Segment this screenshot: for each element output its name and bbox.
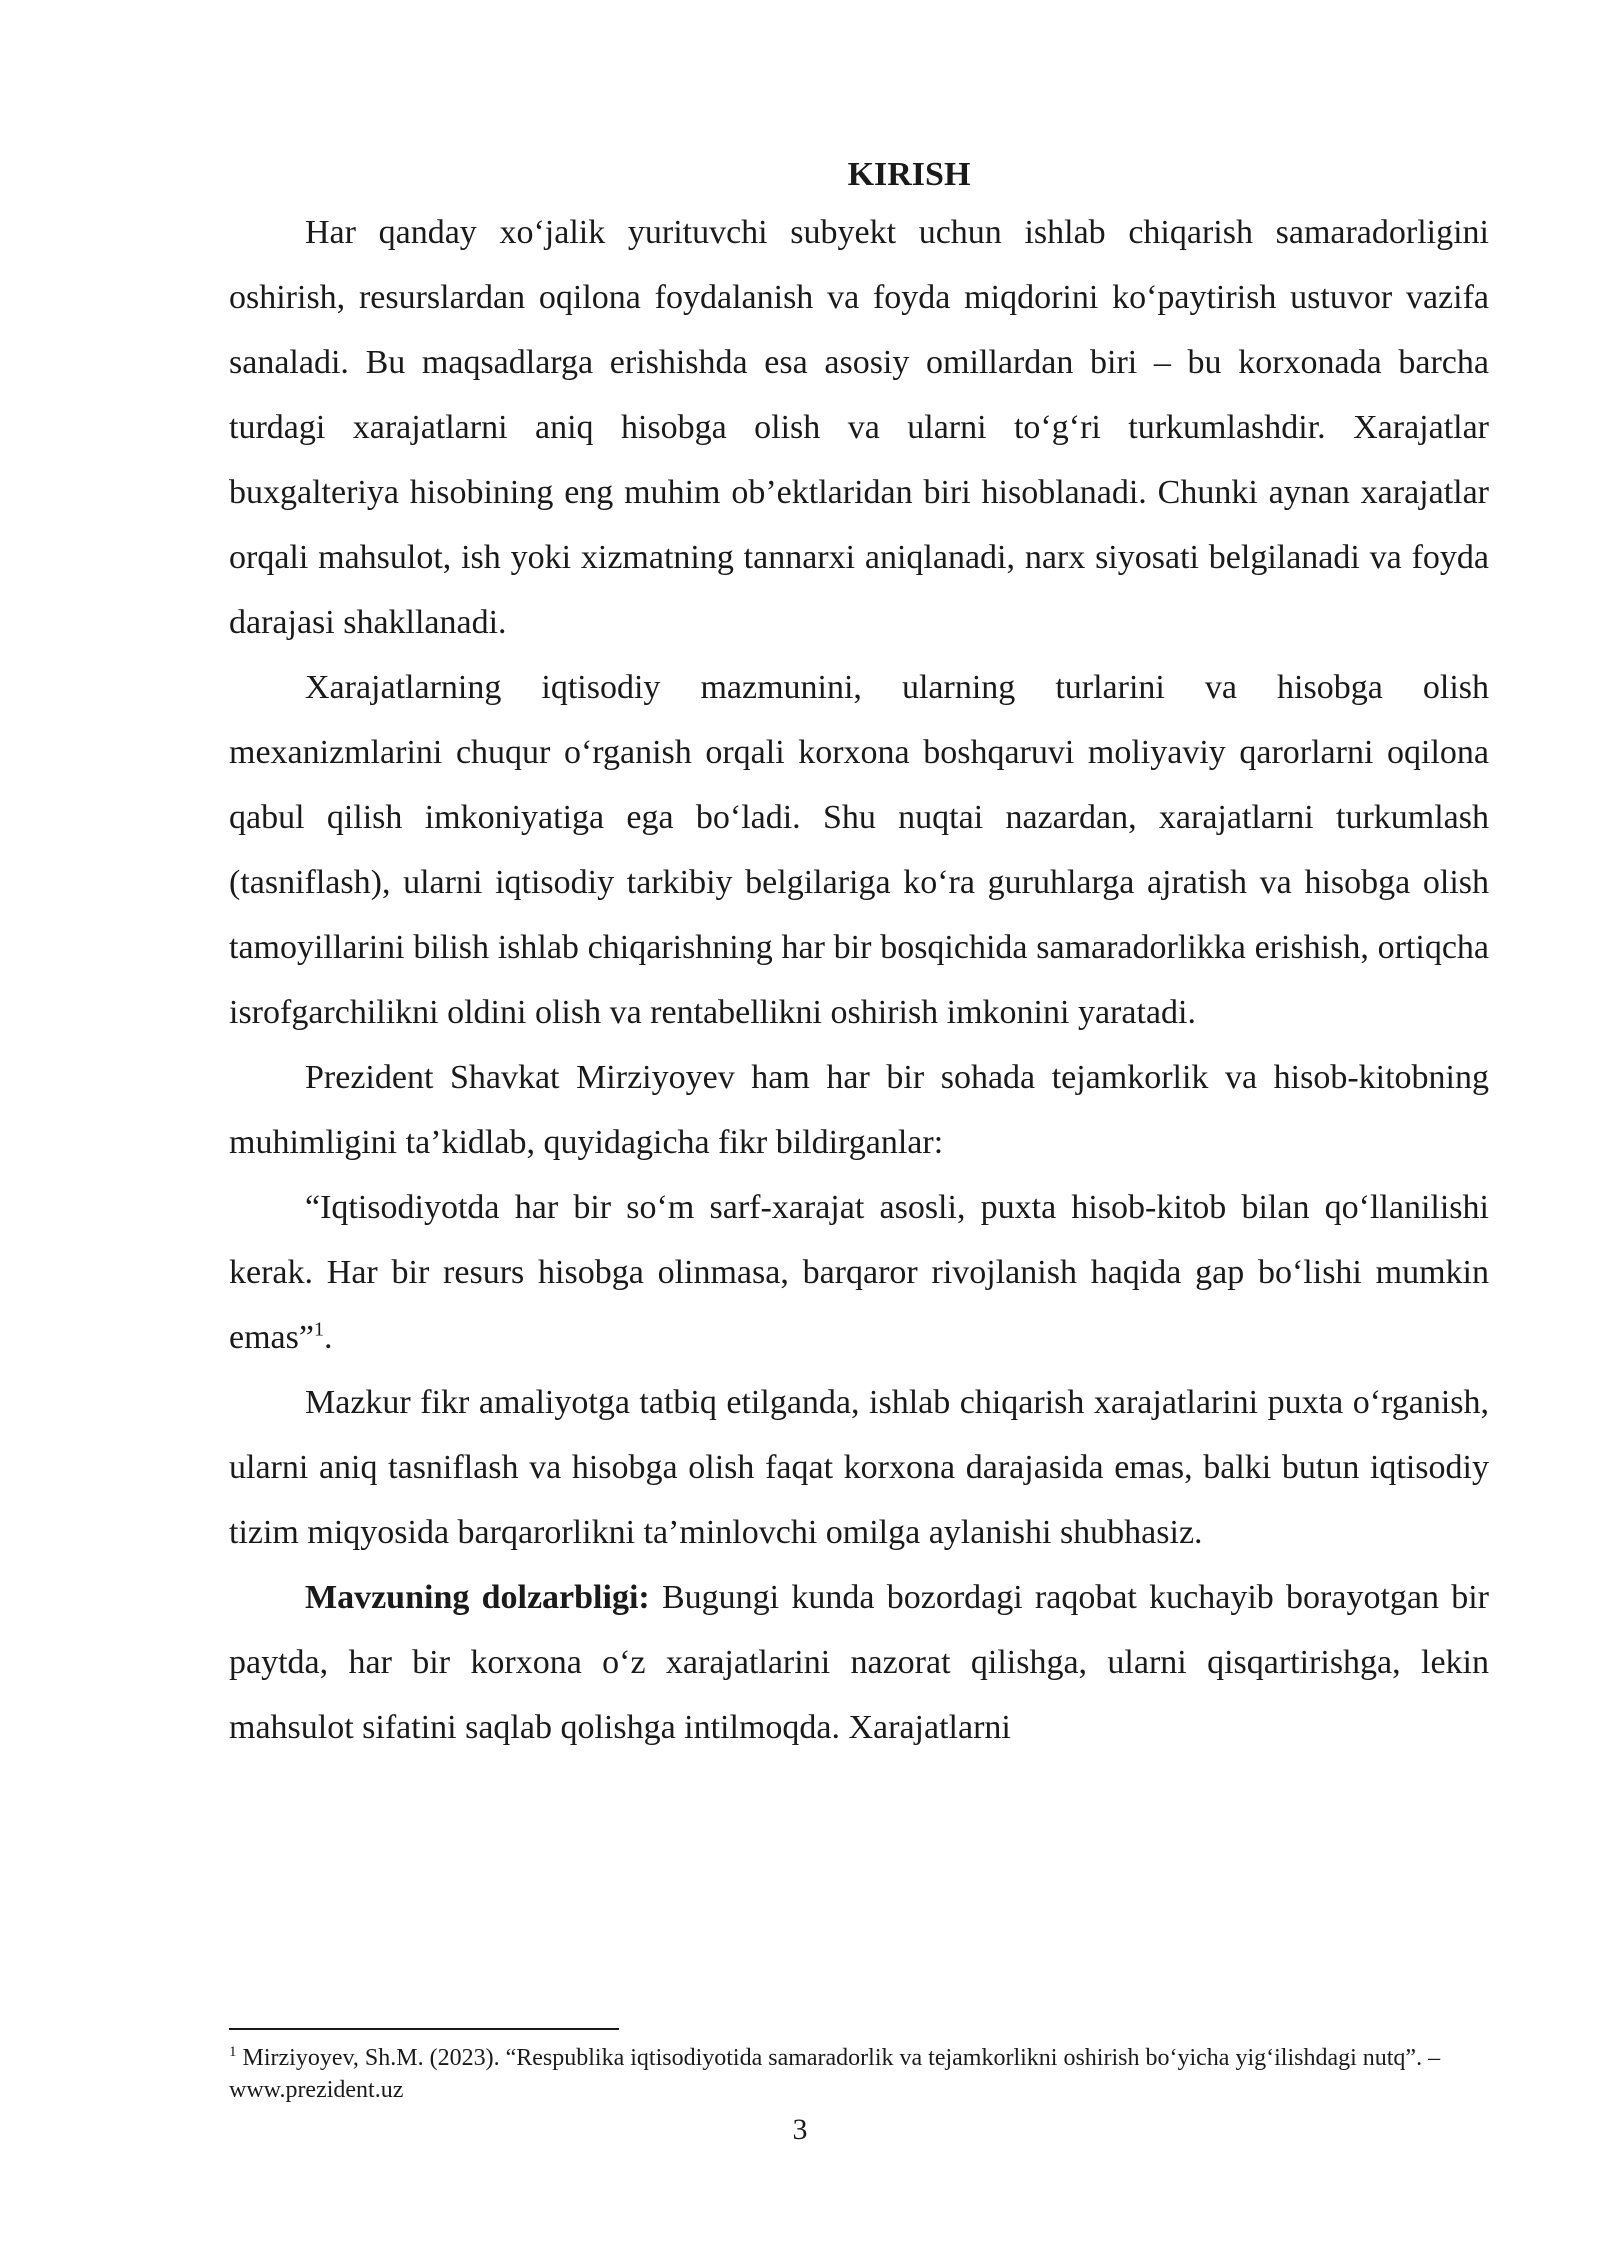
document-page (229, 150, 1489, 1760)
footnote-ref[interactable]: 1 (313, 1318, 324, 1341)
quote-paragraph (229, 1175, 1489, 1370)
relevance-paragraph (229, 1565, 1489, 1760)
relevance-text: Bugungi kunda bozordagi raqobat kuchayib borayotgan bir paytda, har bir korxona o‘z xarajatlarini nazorat qilishga, ularni qisqartirishga, lekin mahsulot sifatini saqlab qolishga intilmoqda. Xarajatlarni (229, 1579, 1490, 1746)
paragraph-4: Mazkur fikr amaliyotga tatbiq etilganda, ishlab chiqarish xarajatlarini puxta o‘rganish, ularni aniq tasniflash va hisobga olish faqat korxona darajasida emas, balki butun iqtisodiy tizim miqyosida barqarorlikni ta’minlovchi omilga aylanishi shubhasiz. (229, 1384, 1489, 1551)
footnote (229, 2042, 1489, 2106)
section-title: KIRISH (847, 156, 971, 193)
page-number: 3 (792, 2113, 808, 2146)
paragraph-1: Har qanday xo‘jalik yurituvchi subyekt uchun ishlab chiqarish samaradorligini oshirish, resurslardan oqilona foydalanish va foyda miqdorini ko‘paytirish ustuvor vazifa sanaladi. Bu maqsadlarga erishishda esa asosiy omillardan biri – bu korxonada barcha turdagi xarajatlarni aniq hisobga olish va ularni to‘g‘ri turkumlashdir. Xarajatlar buxgalteriya hisobining eng muhim ob’ektlaridan biri hisoblanadi. Chunki aynan xarajatlar orqali mahsulot, ish yoki xizmatning tannarxi aniqlanadi, narx siyosati belgilanadi va foyda darajasi shakllanadi. (229, 214, 1489, 641)
footnote-text: Mirziyoyev, Sh.M. (2023). “Respublika iqtisodiyotida samaradorlik va tejamkorlikni oshirish bo‘yicha yig‘ilishdagi nutq”. – www.prezident.uz (229, 2045, 1441, 2103)
paragraph-3: Prezident Shavkat Mirziyoyev ham har bir sohada tejamkorlik va hisob-kitobning muhimligini ta’kidlab, quyidagicha fikr bildirganlar: (229, 1059, 1489, 1161)
paragraph-2: Xarajatlarning iqtisodiy mazmunini, ularning turlarini va hisobga olish mexanizmlarini chuqur o‘rganish orqali korxona boshqaruvi moliyaviy qarorlarni oqilona qabul qilish imkoniyatiga ega bo‘ladi. Shu nuqtai nazardan, xarajatlarni turkumlash (tasniflash), ularni iqtisodiy tarkibiy belgilariga ko‘ra guruhlarga ajratish va hisobga olish tamoyillarini bilish ishlab chiqarishning har bir bosqichida samaradorlikka erishish, ortiqcha isrofgarchilikni oldini olish va rentabellikni oshirish imkonini yaratadi. (229, 669, 1489, 1031)
relevance-heading: Mavzuning dolzarbligi: (305, 1579, 650, 1616)
footnote-number: 1 (229, 2044, 237, 2060)
quote-end: . (323, 1319, 333, 1356)
quote-text: “Iqtisodiyotda har bir so‘m sarf-xarajat asosli, puxta hisob-kitob bilan qo‘llanilishi kerak. Har bir resurs hisobga olinmasa, barqaror rivojlanish haqida gap bo‘lishi mumkin emas” (229, 1189, 1489, 1356)
footnote-divider (229, 2028, 619, 2030)
